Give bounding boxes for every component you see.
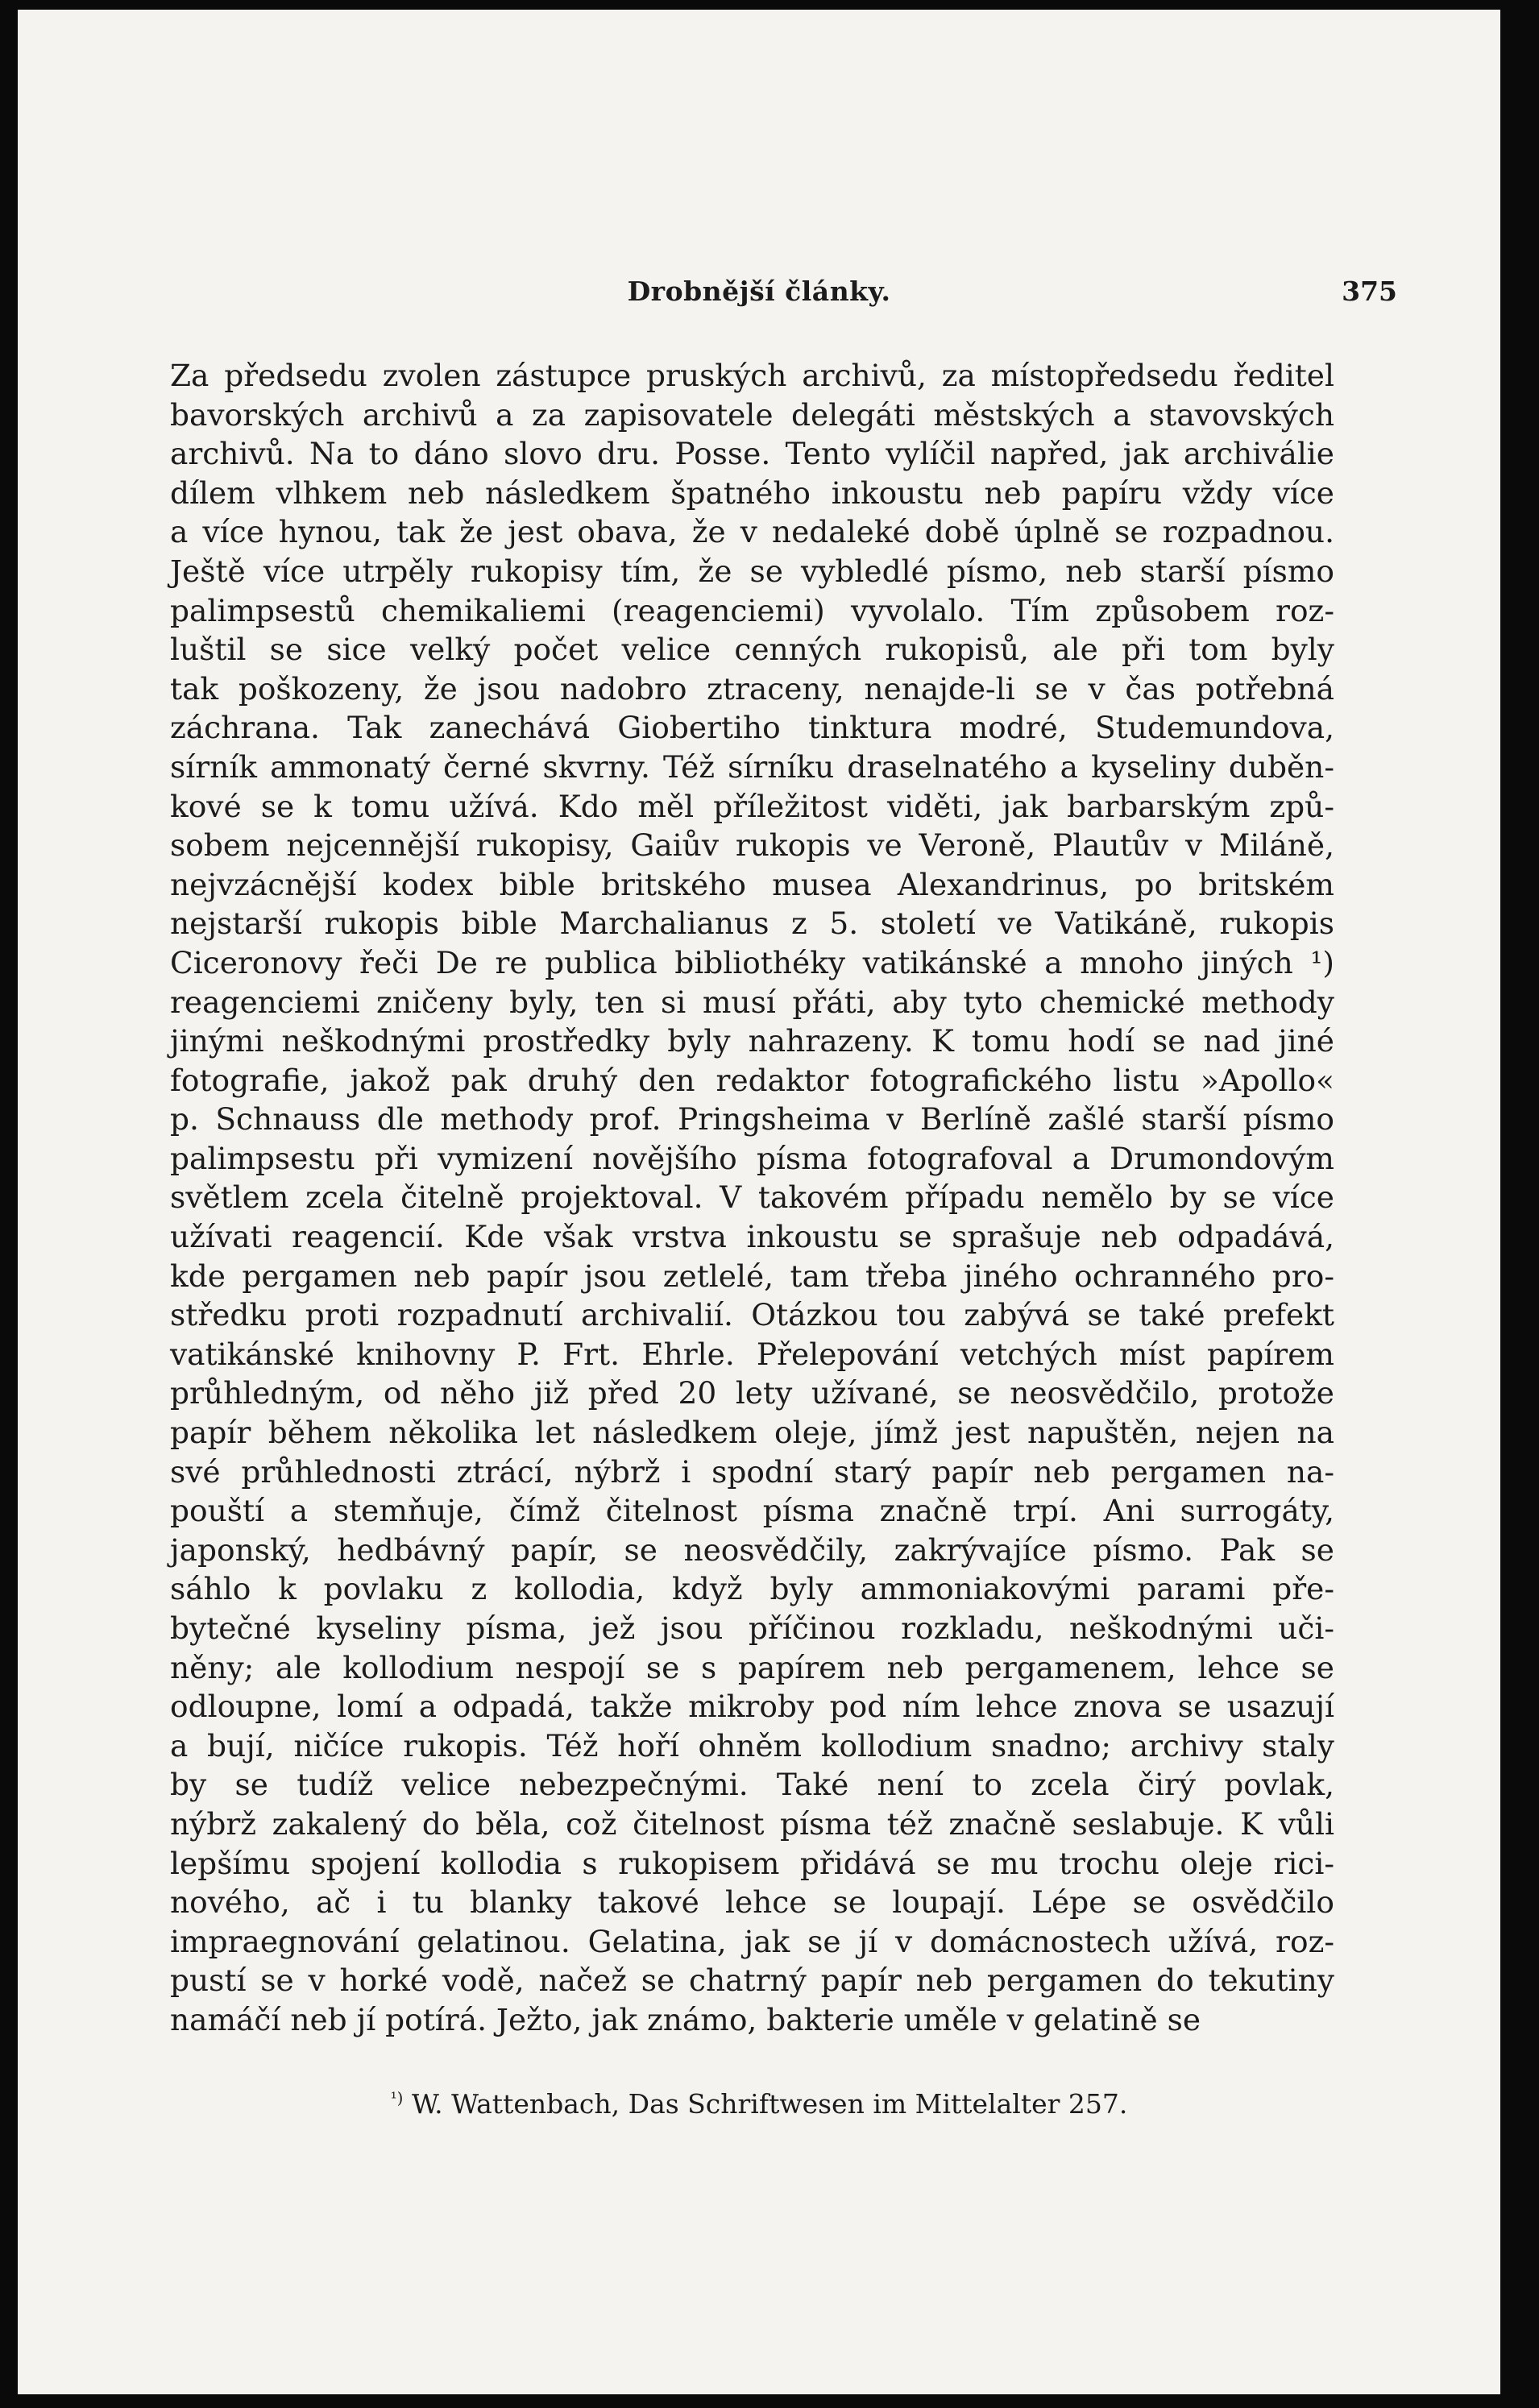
- text-line: bavorských archivů a za zapisovatele delegáti městských a stavovských: [170, 396, 1334, 433]
- text-line: kde pergamen neb papír jsou zetlelé, tam třeba jiného ochranného pro-: [170, 1258, 1334, 1294]
- footnote-text: W. Wattenbach, Das Schriftwesen im Mittelalter 257.: [411, 2088, 1128, 2120]
- text-line: reagenciemi zničeny byly, ten si musí přáti, aby tyto chemické methody: [170, 984, 1334, 1020]
- text-line: vatikánské knihovny P. Frt. Ehrle. Přelepování vetchých míst papírem: [170, 1336, 1334, 1372]
- page-title: Drobnější články.: [627, 276, 891, 307]
- text-line: Za předsedu zvolen zástupce pruských archivů, za místopředsedu ředitel: [170, 358, 1334, 393]
- text-line: nejvzácnější kodex bible britského musea Alexandrinus, po britském: [170, 866, 1334, 902]
- text-line: nejstarší rukopis bible Marchalianus z 5. století ve Vatikáně, rukopis: [170, 906, 1334, 942]
- text-line: průhledným, od něho již před 20 lety užívané, se neosvědčilo, protože: [170, 1375, 1334, 1411]
- footnote-marker: ¹): [390, 2088, 404, 2108]
- footnote: [18, 2088, 1500, 2120]
- text-line: palimpsestů chemikaliemi (reagenciemi) vyvolalo. Tím způsobem roz-: [170, 592, 1334, 628]
- running-header: [18, 276, 1500, 308]
- text-line: kové se k tomu užívá. Kdo měl příležitost viděti, jak barbarským způ-: [170, 788, 1334, 824]
- text-line: středku proti rozpadnutí archivalií. Otázkou tou zabývá se také prefekt: [170, 1297, 1334, 1333]
- page-number: 375: [1342, 276, 1397, 307]
- text-line: papír během několika let následkem oleje, jímž jest napuštěn, nejen na: [170, 1415, 1334, 1451]
- text-line: nového, ač i tu blanky takové lehce se loupají. Lépe se osvědčilo: [170, 1884, 1334, 1921]
- text-line: lepšímu spojení kollodia s rukopisem přidává se mu trochu oleje rici-: [170, 1845, 1334, 1881]
- body-text: [170, 356, 1334, 2040]
- text-line: jinými neškodnými prostředky byly nahrazeny. K tomu hodí se nad jiné: [170, 1023, 1334, 1059]
- text-line: bytečné kyseliny písma, jež jsou příčinou rozkladu, neškodnými uči-: [170, 1610, 1334, 1646]
- text-line: dílem vlhkem neb následkem špatného inkoustu neb papíru vždy více: [170, 475, 1334, 511]
- book-page: [18, 10, 1500, 2394]
- text-line: tak poškozeny, že jsou nadobro ztraceny, nenajde-li se v čas potřebná: [170, 670, 1334, 707]
- text-line: by se tudíž velice nebezpečnými. Také není to zcela čirý povlak,: [170, 1767, 1334, 1803]
- text-line: p. Schnauss dle methody prof. Pringsheima v Berlíně zašlé starší písmo: [170, 1101, 1334, 1138]
- text-line: záchrana. Tak zanechává Giobertiho tinktura modré, Studemundova,: [170, 710, 1334, 746]
- text-line: palimpsestu při vymizení novějšího písma fotografoval a Drumondovým: [170, 1140, 1334, 1176]
- text-line: namáčí neb jí potírá. Ježto, jak známo, bakterie uměle v gelatině se: [170, 2001, 1201, 2037]
- text-line: archivů. Na to dáno slovo dru. Posse. Tento vylíčil napřed, jak archiválie: [170, 436, 1334, 472]
- text-line: Ještě více utrpěly rukopisy tím, že se vybledlé písmo, neb starší písmo: [170, 553, 1334, 589]
- text-line: a více hynou, tak že jest obava, že v nedaleké době úplně se rozpadnou.: [170, 514, 1334, 550]
- text-line: sírník ammonatý černé skvrny. Též sírníku draselnatého a kyseliny duběn-: [170, 748, 1334, 785]
- text-line: sobem nejcennější rukopisy, Gaiův rukopis ve Veroně, Plautův v Miláně,: [170, 827, 1334, 864]
- text-line: nýbrž zakalený do běla, což čitelnost písma též značně seslabuje. K vůli: [170, 1805, 1334, 1842]
- text-line: luštil se sice velký počet velice cenných rukopisů, ale při tom byly: [170, 632, 1334, 668]
- text-line: fotografie, jakož pak druhý den redaktor fotografického listu »Apollo«: [170, 1062, 1334, 1098]
- text-line: užívati reagencií. Kde však vrstva inkoustu se sprašuje neb odpadává,: [170, 1219, 1334, 1255]
- text-line: Ciceronovy řeči De re publica bibliothéky vatikánské a mnoho jiných ¹): [170, 944, 1334, 980]
- text-line: světlem zcela čitelně projektoval. V takovém případu nemělo by se více: [170, 1179, 1334, 1216]
- text-line: odloupne, lomí a odpadá, takže mikroby pod ním lehce znova se usazují: [170, 1689, 1334, 1725]
- text-line: impraegnování gelatinou. Gelatina, jak se jí v domácnostech užívá, roz-: [170, 1923, 1334, 1959]
- text-line: něny; ale kollodium nespojí se s papírem neb pergamenem, lehce se: [170, 1649, 1334, 1685]
- text-line: a bují, ničíce rukopis. Též hoří ohněm kollodium snadno; archivy staly: [170, 1727, 1334, 1764]
- text-line: pouští a stemňuje, čímž čitelnost písma značně trpí. Ani surrogáty,: [170, 1493, 1334, 1529]
- text-line: pustí se v horké vodě, načež se chatrný papír neb pergamen do tekutiny: [170, 1962, 1334, 1999]
- text-line: japonský, hedbávný papír, se neosvědčily, zakrývajíce písmo. Pak se: [170, 1531, 1334, 1568]
- text-line: sáhlo k povlaku z kollodia, když byly ammoniakovými parami pře-: [170, 1571, 1334, 1607]
- text-line: své průhlednosti ztrácí, nýbrž i spodní starý papír neb pergamen na-: [170, 1453, 1334, 1490]
